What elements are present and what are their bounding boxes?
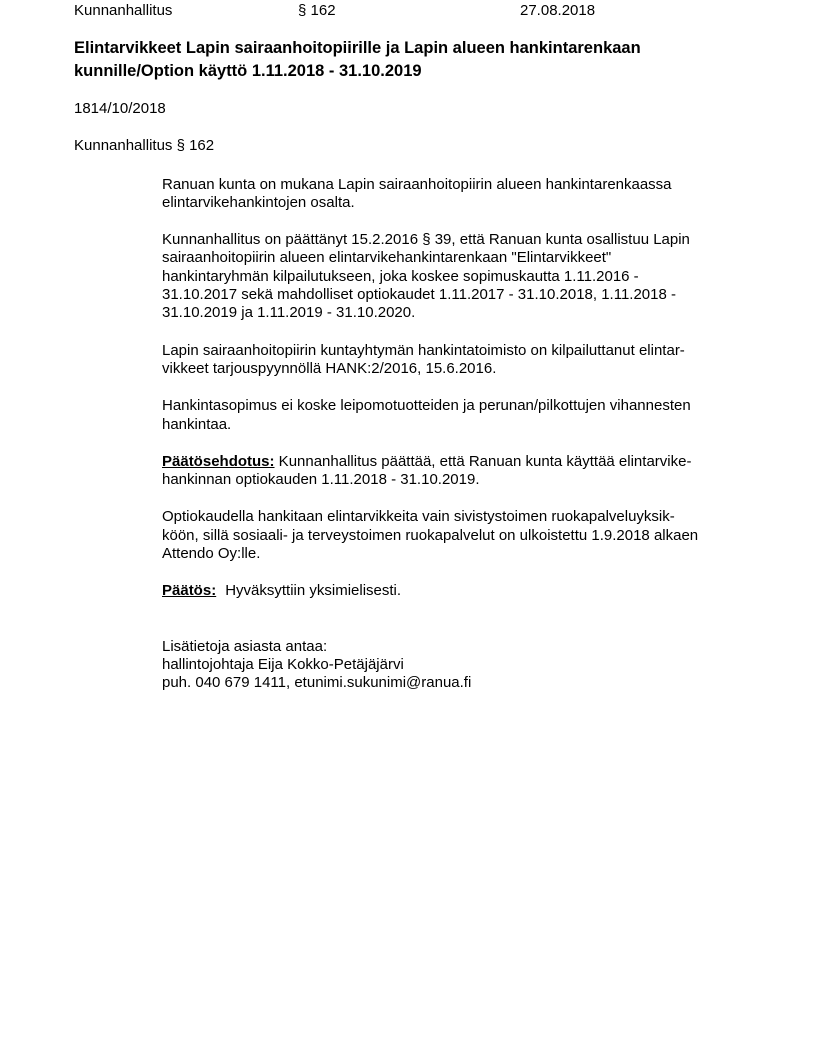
title-line-2: kunnille/Option käyttö 1.11.2018 - 31.10.2019 — [74, 62, 422, 80]
document-body — [162, 176, 766, 693]
body-paragraph — [162, 397, 766, 434]
paragraph-line: hankinnan optiokauden 1.11.2018 - 31.10.2019. — [162, 471, 480, 489]
paragraph-line: elintarvikehankintojen osalta. — [162, 193, 355, 211]
header-section-number: § 162 — [298, 2, 336, 19]
title-line-1: Elintarvikkeet Lapin sairaanhoitopiirille ja Lapin alueen hankintarenkaan — [74, 39, 641, 57]
header-organ: Kunnanhallitus — [74, 2, 173, 19]
header-date: 27.08.2018 — [520, 2, 596, 19]
contact-info — [162, 638, 766, 693]
paragraph-line: Lapin sairaanhoitopiirin kuntayhtymän hankintatoimisto on kilpailuttanut elintar- — [162, 341, 685, 359]
body-paragraph — [162, 231, 766, 322]
decision-paragraph — [162, 582, 766, 600]
decision-proposal-paragraph — [162, 453, 766, 490]
paragraph-line: Optiokaudella hankitaan elintarvikkeita vain sivistystoimen ruokapalveluyksik- — [162, 508, 675, 526]
document-title — [74, 37, 776, 83]
paragraph-line: 31.10.2017 sekä mahdolliset optiokaudet 1.11.2017 - 31.10.2018, 1.11.2018 - — [162, 286, 676, 304]
contact-line: hallintojohtaja Eija Kokko-Petäjäjärvi — [162, 655, 404, 673]
paragraph-line: köön, sillä sosiaali- ja terveystoimen ruokapalvelut on ulkoistettu 1.9.2018 alkaen — [162, 526, 699, 544]
contact-line: puh. 040 679 1411, etunimi.sukunimi@ranua.fi — [162, 674, 472, 692]
paragraph-line: Attendo Oy:lle. — [162, 545, 261, 563]
body-paragraph — [162, 176, 766, 213]
paragraph-line: hankintaa. — [162, 415, 232, 433]
subheading: Kunnanhallitus § 162 — [74, 137, 215, 155]
paragraph-line: Ranuan kunta on mukana Lapin sairaanhoitopiirin alueen hankintarenkaassa — [162, 175, 672, 193]
decision-proposal-label: Päätösehdotus: — [162, 452, 275, 470]
paragraph-line — [162, 582, 766, 600]
page-header — [74, 2, 776, 20]
contact-line: Lisätietoja asiasta antaa: — [162, 637, 328, 655]
decision-label: Päätös: — [162, 582, 217, 600]
paragraph-line: Kunnanhallitus on päättänyt 15.2.2016 § 39, että Ranuan kunta osallistuu Lapin — [162, 231, 690, 249]
paragraph-line: vikkeet tarjouspyynnöllä HANK:2/2016, 15.6.2016. — [162, 359, 497, 377]
body-paragraph — [162, 342, 766, 379]
case-number: 1814/10/2018 — [74, 100, 166, 117]
paragraph-line — [162, 453, 766, 471]
paragraph-line: 31.10.2019 ja 1.11.2019 - 31.10.2020. — [162, 304, 416, 322]
paragraph-line: sairaanhoitopiirin alueen elintarvikehankintarenkaan "Elintarvikkeet" — [162, 249, 612, 267]
paragraph-line: hankintaryhmän kilpailutukseen, joka koskee sopimuskautta 1.11.2016 - — [162, 267, 639, 285]
decision-proposal-text: Kunnanhallitus päättää, että Ranuan kunta käyttää elintarvike- — [274, 452, 692, 470]
paragraph-line: Hankintasopimus ei koske leipomotuotteiden ja perunan/pilkottujen vihannesten — [162, 397, 691, 415]
body-paragraph — [162, 508, 766, 563]
decision-text: Hyväksyttiin yksimielisesti. — [225, 582, 402, 600]
